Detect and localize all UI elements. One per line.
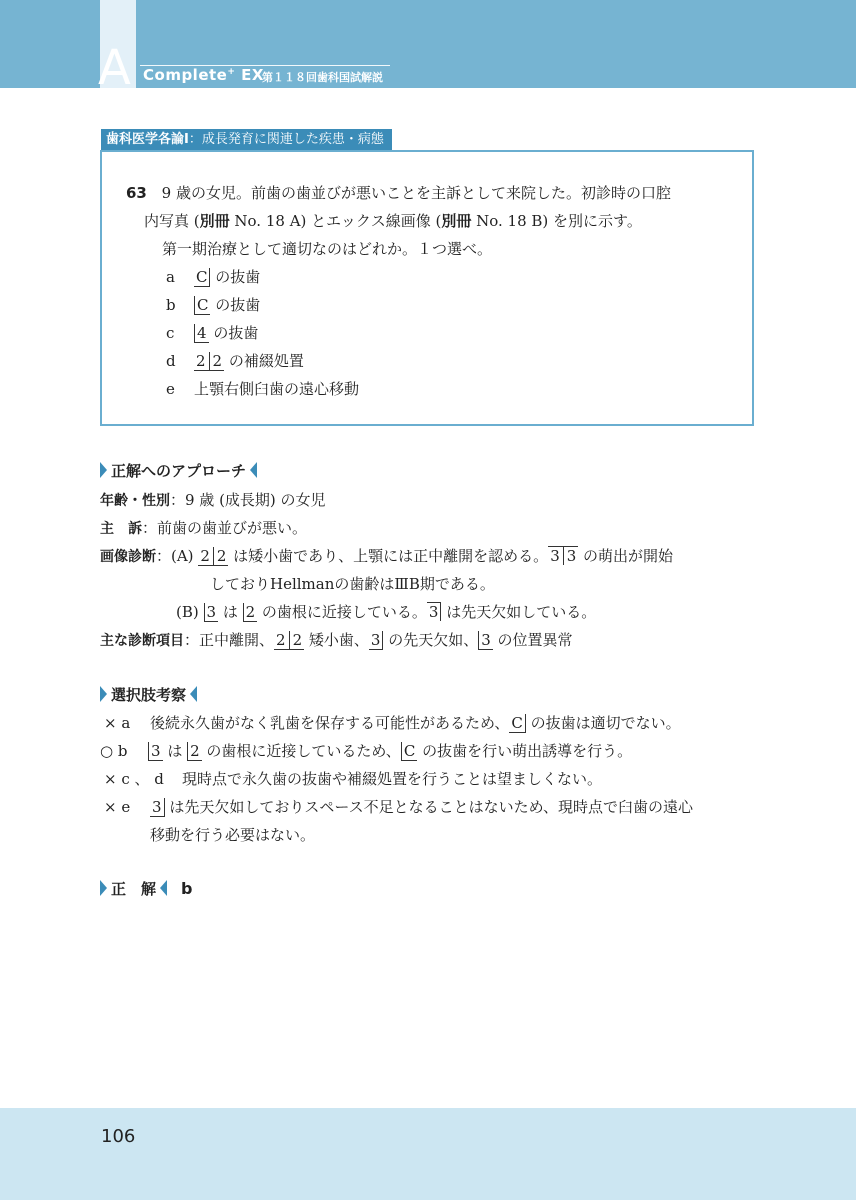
tooth-notation: 2 2 <box>196 352 223 370</box>
review-e-line2: 移動を行う必要はない。 <box>150 826 316 844</box>
tooth-notation: 2 2 <box>276 631 303 649</box>
choice-d: d 2 2 の補綴処置 <box>166 352 304 370</box>
heading-marker-icon <box>190 686 197 702</box>
tooth-notation: 2 2 <box>200 547 227 565</box>
tooth-notation: 3 <box>478 631 493 650</box>
question-stem-line2: 内写真 (別冊 No. 18 A) とエックス線画像 (別冊 No. 18 B) を別に示す。 <box>144 212 642 230</box>
choice-a: a C の抜歯 <box>166 268 261 286</box>
question-stem-line3: 第一期治療として適切なのはどれか。１つ選べ。 <box>162 240 493 258</box>
tooth-notation: 3 <box>369 631 384 650</box>
tooth-notation: 3 <box>427 602 442 621</box>
header-title: Complete+ EX <box>143 66 264 84</box>
tooth-notation: C <box>509 714 525 733</box>
answer-heading: 正 解 b <box>100 878 192 899</box>
tooth-notation: 3 3 <box>550 547 577 565</box>
tooth-notation: 2 <box>243 603 258 622</box>
review-cd: × c 、 d 現時点で永久歯の抜歯や補綴処置を行うことは望ましくない。 <box>104 770 603 788</box>
header-section-letter: A <box>98 40 131 96</box>
heading-marker-icon <box>100 686 107 702</box>
tooth-notation: C <box>194 268 210 287</box>
tooth-notation: 3 <box>148 742 163 761</box>
choice-b: b C の抜歯 <box>166 296 261 314</box>
footer-band <box>0 1108 856 1200</box>
approach-heading: 正解へのアプローチ <box>100 460 257 481</box>
tooth-notation: 2 <box>187 742 202 761</box>
review-a: × a 後続永久歯がなく乳歯を保存する可能性があるため、 C の抜歯は適切でない。 <box>104 714 681 732</box>
heading-marker-icon <box>100 880 107 896</box>
review-b: ○ b 3 は 2 の歯根に近接しているため、 C の抜歯を行い萌出誘導を行う。 <box>100 742 633 760</box>
tooth-notation: 3 <box>150 798 165 817</box>
review-e-line1: × e 3 は先天欠如しておりスペース不足となることはないため、現時点で臼歯の遠心 <box>104 798 693 816</box>
header-subtitle: 第１１８回歯科国試解説 <box>262 71 383 84</box>
chief-complaint-line: 主 訴：前歯の歯並びが悪い。 <box>100 519 308 537</box>
tooth-notation: C <box>401 742 417 761</box>
main-diagnosis-line: 主な診断項目：正中離開、 2 2 矮小歯、 3 の先天欠如、 3 の位置異常 <box>100 631 573 649</box>
imaging-b-line: (B) 3 は 2 の歯根に近接している。 3 は先天欠如している。 <box>176 603 597 621</box>
imaging-a-line1: 画像診断：(A) 2 2 は矮小歯であり、上顎には正中離開を認める。 3 3 の萌出が開始 <box>100 547 674 565</box>
choice-c: c 4 の抜歯 <box>166 324 259 342</box>
age-sex-line: 年齢・性別：9 歳 (成長期) の女児 <box>100 491 326 509</box>
tooth-notation: 3 <box>204 603 219 622</box>
tooth-notation: C <box>194 296 210 315</box>
imaging-a-line2: しておりHellmanの歯齢はⅢB期である。 <box>210 575 495 593</box>
heading-marker-icon <box>250 462 257 478</box>
page-number: 106 <box>101 1126 136 1147</box>
choice-e: e 上顎右側臼歯の遠心移動 <box>166 380 360 398</box>
answer-value: b <box>181 879 193 898</box>
category-tab: 歯科医学各論Ⅰ：成長発育に関連した疾患・病態 <box>101 129 392 150</box>
question-number: 63 <box>126 184 147 202</box>
tooth-notation: 4 <box>194 324 209 343</box>
question-stem-line1: 63 9 歳の女児。前歯の歯並びが悪いことを主訴として来院した。初診時の口腔 <box>126 184 671 202</box>
heading-marker-icon <box>100 462 107 478</box>
heading-marker-icon <box>160 880 167 896</box>
options-review-heading: 選択肢考察 <box>100 684 197 705</box>
